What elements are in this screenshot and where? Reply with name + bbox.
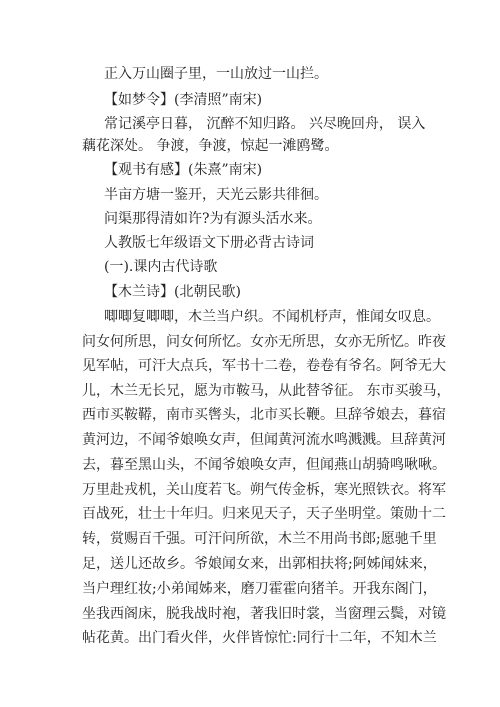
poem-heading: 【如梦令】(李清照”南宋) [104, 92, 263, 108]
poem-line: 当户理红妆;小弟闻姊来，磨刀霍霍向猪羊。开我东阁门， [82, 581, 437, 597]
poem-line: 见军帖，可汗大点兵，军书十二卷，卷卷有爷名。阿爷无大 [82, 358, 446, 374]
poem-line: 西市买鞍鞯，南市买辔头，北市买长鞭。旦辞爷娘去，暮宿 [82, 407, 446, 423]
section-subtitle: (一).课内古代诗歌 [104, 259, 218, 275]
poem-line: 黄河边，不闻爷娘唤女声，但闻黄河流水鸣溅溅。旦辞黄河 [82, 432, 446, 448]
poem-line: 转，赏赐百千强。可汗问所欲，木兰不用尚书郎;愿驰千里 [82, 531, 437, 547]
section-title: 人教版七年级语文下册必背古诗词 [104, 235, 314, 251]
poem-line: 百战死，壮士十年归。归来见天子，天子坐明堂。策勋十二 [82, 506, 446, 522]
poem-heading: 【木兰诗】(北朝民歌) [104, 284, 241, 300]
poem-line: 问女何所思，问女何所忆。女亦无所思，女亦无所忆。昨夜 [82, 334, 446, 350]
poem-line: 万里赴戎机，关山度若飞。朔气传金柝，寒光照铁衣。将军 [82, 482, 446, 498]
poem-line: 坐我西阁床，脱我战时袍，著我旧时裳，当窗理云鬓，对镜 [82, 606, 446, 622]
poem-line: 帖花黄。出门看火伴，火伴皆惊忙:同行十二年，不知木兰 [82, 630, 437, 646]
poem-line: 去，暮至黑山头，不闻爷娘唤女声，但闻燕山胡骑鸣啾啾。 [82, 457, 446, 473]
poem-heading: 【观书有感】(朱熹”南宋) [104, 162, 263, 178]
poem-line: 问渠那得清如许?为有源头活水来。 [104, 211, 322, 227]
poem-line: 足，送儿还故乡。爷娘闻女来，出郭相扶将;阿姊闻妹来， [82, 556, 437, 572]
poem-line: 藕花深处。 争渡，争渡，惊起一滩鸥鹭。 [82, 138, 339, 154]
poem-line: 正入万山圈子里，一山放过一山拦。 [104, 66, 328, 82]
poem-line: 唧唧复唧唧，木兰当户织。不闻机杼声，惟闻女叹息。 [104, 309, 440, 325]
poem-line: 儿，木兰无长兄，愿为市鞍马，从此替爷征。 东市买骏马， [82, 383, 451, 399]
poem-line: 常记溪亭日暮， 沉醉不知归路。 兴尽晚回舟， 误入 [104, 116, 426, 132]
poem-line: 半亩方塘一鉴开，天光云影共徘徊。 [104, 187, 328, 203]
